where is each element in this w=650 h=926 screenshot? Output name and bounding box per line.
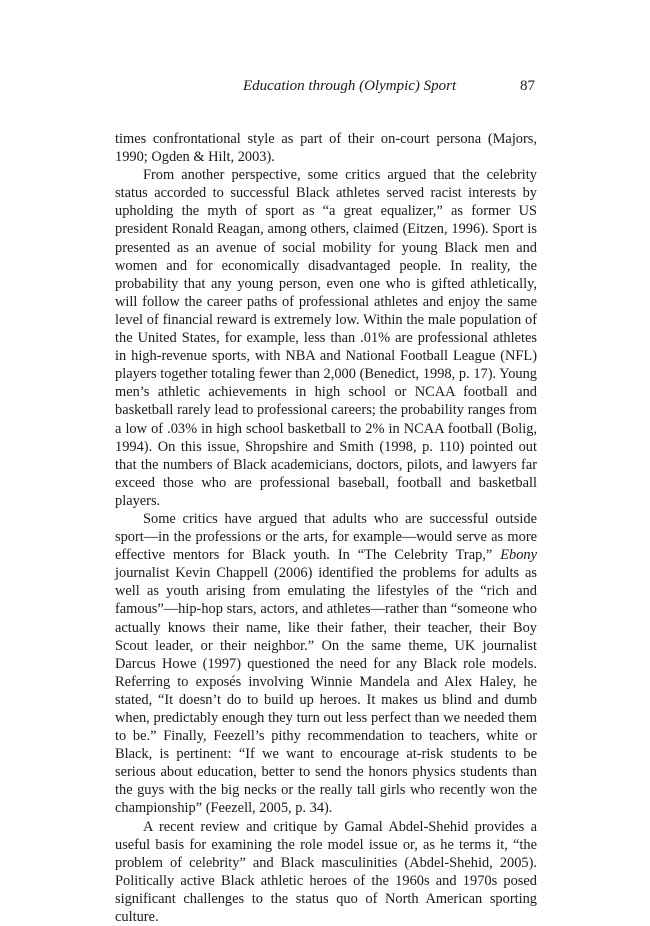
body-text	[115, 130, 537, 926]
publication-title: Ebony	[500, 547, 537, 564]
paragraph-3-part-1: Some critics have argued that adults who are successful outside sport—in the professions or the arts, for example—would serve as more effective mentors for Black youth. In “The Celebrity Trap,”	[115, 510, 537, 564]
paragraph-2: From another perspective, some critics argued that the celebrity status accorded to successful Black athletes served racist interests by upholding the myth of sport as “a great equalizer,” as former US president Ronald Reagan, among others, claimed (Eitzen, 1996). Sport is presented as an avenue of social mobility for young Black men and women and for economically disadvantaged people. In reality, the probability that any young person, even one who is gifted athletically, will follow the career paths of professional athletes and enjoy the same level of financial reward is extremely low. Within the male population of the United States, for example, less than .01% are professional athletes in high-revenue sports, with NBA and National Football League (NFL) players together totaling fewer than 2,000 (Benedict, 1998, p. 17). Young men’s athletic achievements in high school or NCAA football and basketball rarely lead to professional careers; the probability ranges from a low of .03% in high school basketball to 2% in NCAA football (Bolig, 1994). On this issue, Shropshire and Smith (1998, p. 110) pointed out that the numbers of Black academicians, doctors, pilots, and lawyers far exceed those who are professional baseball, football and basketball players.	[115, 167, 537, 509]
page-number: 87	[520, 78, 535, 94]
paragraph-3	[115, 510, 537, 818]
running-head: Education through (Olympic) Sport	[243, 78, 457, 94]
paragraph-1: times confrontational style as part of their on-court persona (Majors, 1990; Ogden & Hilt, 2003).	[115, 131, 537, 166]
paragraph-3-part-2: journalist Kevin Chappell (2006) identified the problems for adults as well as youth arising from emulating the lifestyles of the “rich and famous”—hip-hop stars, actors, and athletes—rather than “someone who actually knows their name, like their father, their teacher, their Boy Scout leader, or their neighbor.” On the same theme, UK journalist Darcus Howe (1997) questioned the need for any Black role models. Referring to exposés involving Winnie Mandela and Alex Haley, he stated, “It doesn’t do to build up heroes. It makes us blind and dumb when, predictably enough they turn out less perfect than we needed them to be.” Finally, Feezell’s pithy recommendation to teachers, white or Black, is pertinent: “If we want to encourage at-risk students to be serious about education, better to send the honors physics students than the guys with the big necks or the really tall girls who recently won the championship” (Feezell, 2005, p. 34).	[115, 565, 537, 817]
paragraph-4: A recent review and critique by Gamal Abdel-Shehid provides a useful basis for examining the role model issue or, as he terms it, “the problem of celebrity” and Black masculinities (Abdel-Shehid, 2005). Politically active Black athletic heroes of the 1960s and 1970s posed significant challenges to the status quo of North American sporting culture.	[115, 818, 537, 926]
